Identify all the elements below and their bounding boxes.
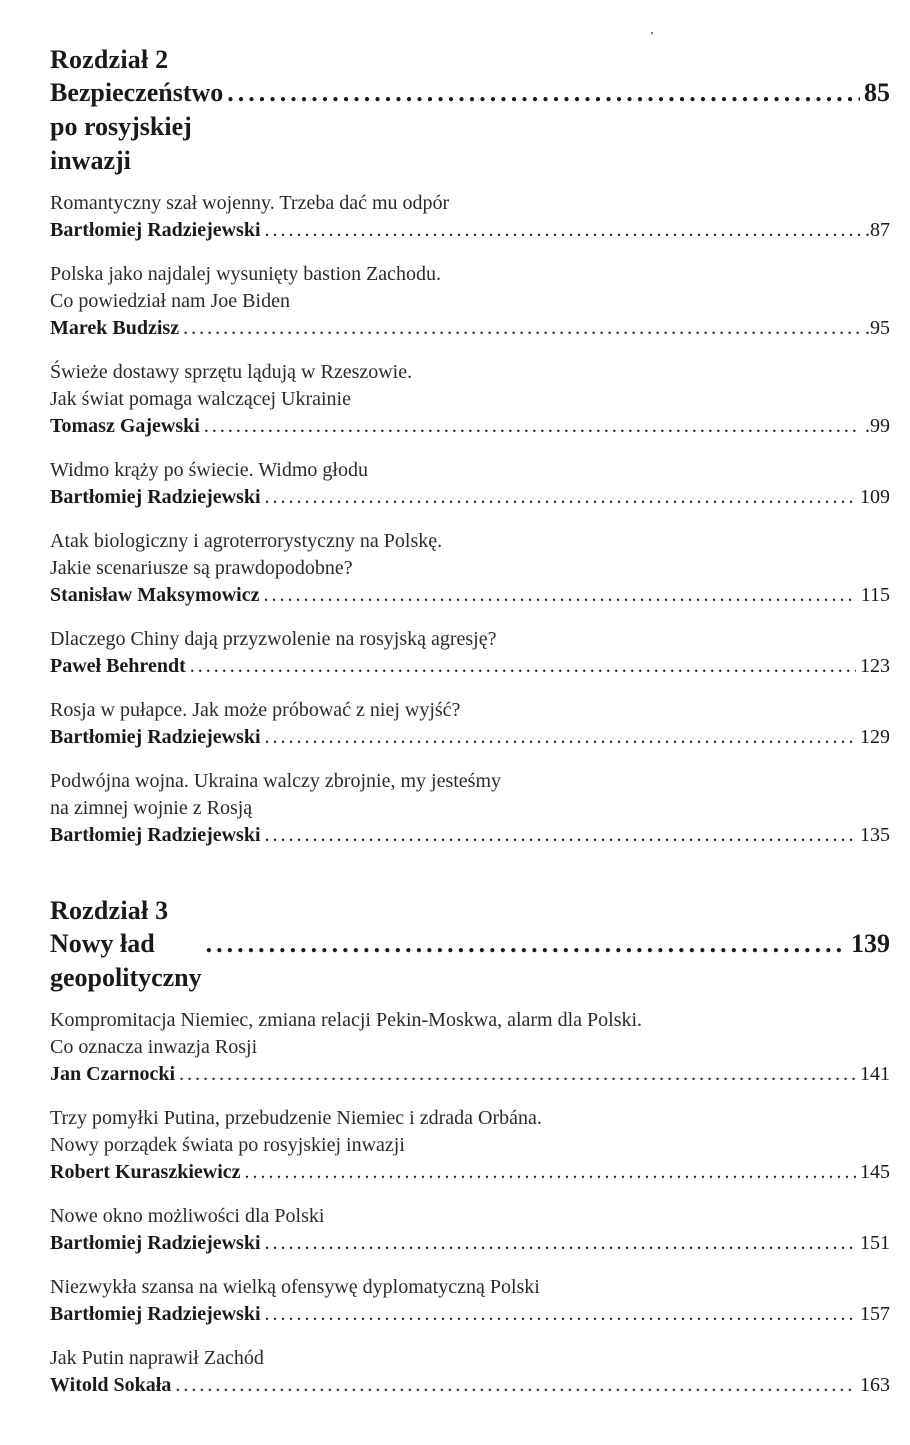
entry-author: Stanisław Maksymowicz — [50, 584, 260, 606]
entry-author-line — [50, 217, 890, 244]
chapter-title: Bezpieczeństwo po rosyjskiej inwazji — [50, 78, 224, 175]
leader-dots — [265, 1301, 856, 1328]
toc-entry[interactable] — [50, 528, 890, 609]
entry-title: Widmo krąży po świecie. Widmo głodu — [50, 459, 368, 481]
entry-author: Bartłomiej Radziejewski — [50, 1232, 261, 1254]
leader-dots — [245, 1159, 856, 1186]
entry-page-number: 145 — [860, 1161, 890, 1183]
entry-author: Robert Kuraszkiewicz — [50, 1161, 241, 1183]
leader-dots — [227, 76, 860, 110]
entry-title: Niezwykła szansa na wielką ofensywę dyplomatyczną Polski — [50, 1276, 540, 1298]
leader-dots — [206, 927, 847, 961]
entry-author: Witold Sokała — [50, 1374, 172, 1396]
entry-page-number: .87 — [865, 219, 890, 241]
entry-page-number: 123 — [860, 655, 890, 677]
leader-dots — [265, 217, 861, 244]
entry-title: Kompromitacja Niemiec, zmiana relacji Pekin-Moskwa, alarm dla Polski. — [50, 1009, 643, 1031]
leader-dots — [179, 1061, 856, 1088]
entry-page-number: 135 — [860, 824, 890, 846]
leader-dots — [265, 724, 856, 751]
entry-title: Co oznacza inwazja Rosji — [50, 1036, 258, 1058]
entry-title: Jak Putin naprawił Zachód — [50, 1347, 264, 1369]
entry-author-line — [50, 1061, 890, 1088]
toc-entry[interactable] — [50, 190, 890, 244]
toc-entry[interactable] — [50, 697, 890, 751]
entry-author-line — [50, 1159, 890, 1186]
leader-dots — [265, 1230, 856, 1257]
entry-author-line — [50, 1230, 890, 1257]
entry-page-number: 163 — [860, 1374, 890, 1396]
table-of-contents — [50, 44, 890, 1445]
chapter-label: Rozdział 3 — [50, 896, 169, 925]
entry-title: Co powiedział nam Joe Biden — [50, 290, 290, 312]
entry-author-line — [50, 413, 890, 440]
entry-page-number: .99 — [865, 415, 890, 437]
chapter-page-number: 85 — [864, 78, 890, 107]
entry-author-line — [50, 582, 890, 609]
entry-page-number: .95 — [865, 317, 890, 339]
entry-title: Trzy pomyłki Putina, przebudzenie Niemiec i zdrada Orbána. — [50, 1107, 542, 1129]
entry-author: Marek Budzisz — [50, 317, 180, 339]
leader-dots — [265, 484, 856, 511]
entry-author-line — [50, 484, 890, 511]
toc-entry[interactable] — [50, 457, 890, 511]
leader-dots — [183, 315, 861, 342]
toc-entry[interactable] — [50, 1007, 890, 1088]
entry-title: Polska jako najdalej wysunięty bastion Zachodu. — [50, 263, 442, 285]
toc-entry[interactable] — [50, 1105, 890, 1186]
entry-title: Nowe okno możliwości dla Polski — [50, 1205, 325, 1227]
toc-entry[interactable] — [50, 1345, 890, 1399]
leader-dots — [190, 653, 856, 680]
chapter-label: Rozdział 2 — [50, 45, 169, 74]
entry-author: Paweł Behrendt — [50, 655, 186, 677]
entry-title: Atak biologiczny i agroterrorystyczny na Polskę. — [50, 530, 443, 552]
chapter-title-line[interactable] — [50, 76, 890, 178]
entry-author: Bartłomiej Radziejewski — [50, 726, 261, 748]
toc-entry[interactable] — [50, 1203, 890, 1257]
entry-title: Romantyczny szał wojenny. Trzeba dać mu odpór — [50, 192, 450, 214]
entry-title: na zimnej wojnie z Rosją — [50, 797, 253, 819]
entry-page-number: 129 — [860, 726, 890, 748]
toc-entry[interactable] — [50, 626, 890, 680]
entry-author-line — [50, 653, 890, 680]
entry-page-number: 157 — [860, 1303, 890, 1325]
toc-entry[interactable] — [50, 359, 890, 440]
entry-author-line — [50, 724, 890, 751]
toc-entry[interactable] — [50, 768, 890, 849]
entry-author: Bartłomiej Radziejewski — [50, 824, 261, 846]
chapter-2 — [50, 44, 890, 849]
entry-title: Rosja w pułapce. Jak może próbować z niej wyjść? — [50, 699, 461, 721]
leader-dots — [265, 822, 856, 849]
leader-dots — [175, 1372, 856, 1399]
chapter-title-line[interactable] — [50, 927, 890, 995]
toc-entry[interactable] — [50, 1274, 890, 1328]
entry-title: Jakie scenariusze są prawdopodobne? — [50, 557, 353, 579]
entry-page-number: 109 — [860, 486, 890, 508]
entry-page-number: 151 — [860, 1232, 890, 1254]
entry-author: Bartłomiej Radziejewski — [50, 1303, 261, 1325]
entry-title: Dlaczego Chiny dają przyzwolenie na rosyjską agresję? — [50, 628, 497, 650]
leader-dots — [204, 413, 861, 440]
entry-page-number: 115 — [860, 584, 890, 606]
entry-page-number: 141 — [860, 1063, 890, 1085]
entry-author: Tomasz Gajewski — [50, 415, 200, 437]
entry-title: Świeże dostawy sprzętu lądują w Rzeszowie. — [50, 361, 413, 383]
toc-entry[interactable] — [50, 261, 890, 342]
entry-author-line — [50, 1301, 890, 1328]
chapter-3 — [50, 895, 890, 1399]
entry-author-line — [50, 822, 890, 849]
entry-author-line — [50, 315, 890, 342]
entry-author: Bartłomiej Radziejewski — [50, 219, 261, 241]
entry-author: Bartłomiej Radziejewski — [50, 486, 261, 508]
leader-dots — [263, 582, 856, 609]
entry-title: Jak świat pomaga walczącej Ukrainie — [50, 388, 351, 410]
chapter-page-number: 139 — [851, 929, 890, 958]
entry-title: Nowy porządek świata po rosyjskiej inwazji — [50, 1134, 405, 1156]
entry-title: Podwójna wojna. Ukraina walczy zbrojnie, my jesteśmy — [50, 770, 501, 792]
entry-author-line — [50, 1372, 890, 1399]
entry-author: Jan Czarnocki — [50, 1063, 175, 1085]
chapter-title: Nowy ład geopolityczny — [50, 929, 202, 992]
scan-speck — [651, 32, 653, 34]
